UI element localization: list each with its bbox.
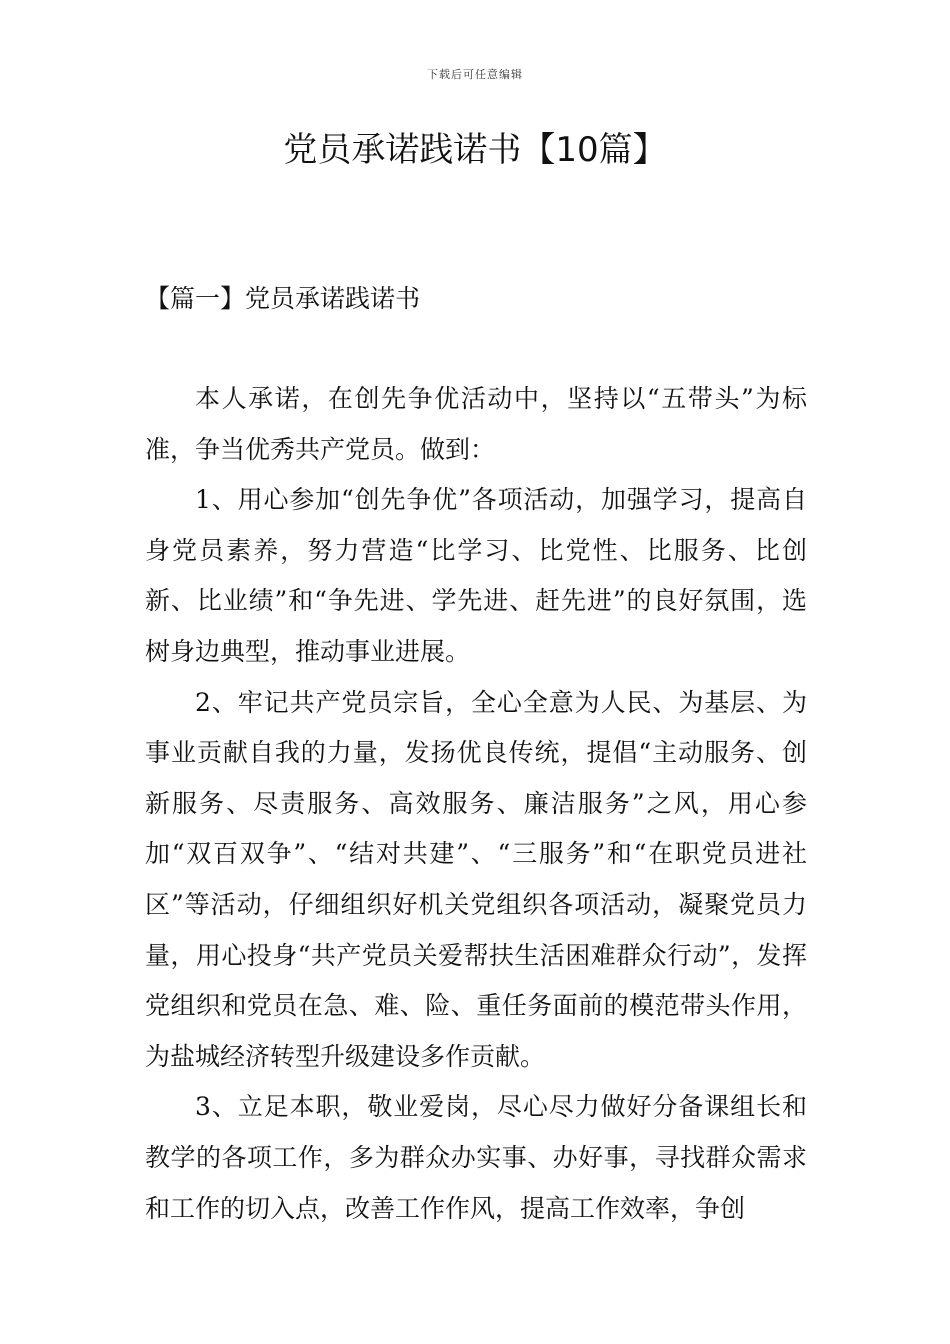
section-heading: 【篇一】党员承诺践诺书 <box>145 284 421 313</box>
download-note: 下载后可任意编辑 <box>427 68 523 81</box>
paragraph-item-2: 2、牢记共产党员宗旨，全心全意为人民、为基层、为事业贡献自我的力量，发扬优良传统，提倡“主动服务、创新服务、尽责服务、高效服务、廉洁服务”之风，用心参加“双百双争”、“结对共建”、“三服务”和“在职党员进社区”等活动，仔细组织好机关党组织各项活动，凝聚党员力量，用心投身“共产党员关爱帮扶生活困难群众行动”，发挥党组织和党员在急、难、险、重任务面前的模范带头作用，为盐城经济转型升级建设多作贡献。 <box>145 687 807 1071</box>
document-title: 党员承诺践诺书【10篇】 <box>283 130 667 170</box>
section-body <box>145 374 807 1234</box>
paragraph-item-1: 1、用心参加“创先争优”各项活动，加强学习，提高自身党员素养，努力营造“比学习、比党性、比服务、比创新、比业绩”和“争先进、学先进、赶先进”的良好氛围，选树身边典型，推动事业进展。 <box>145 485 807 666</box>
paragraph-item-3: 3、立足本职，敬业爱岗，尽心尽力做好分备课组长和教学的各项工作，多为群众办实事、办好事，寻找群众需求和工作的切入点，改善工作作风，提高工作效率，争创 <box>145 1092 807 1223</box>
paragraph-intro: 本人承诺，在创先争优活动中，坚持以“五带头”为标准，争当优秀共产党员。做到： <box>145 384 807 464</box>
